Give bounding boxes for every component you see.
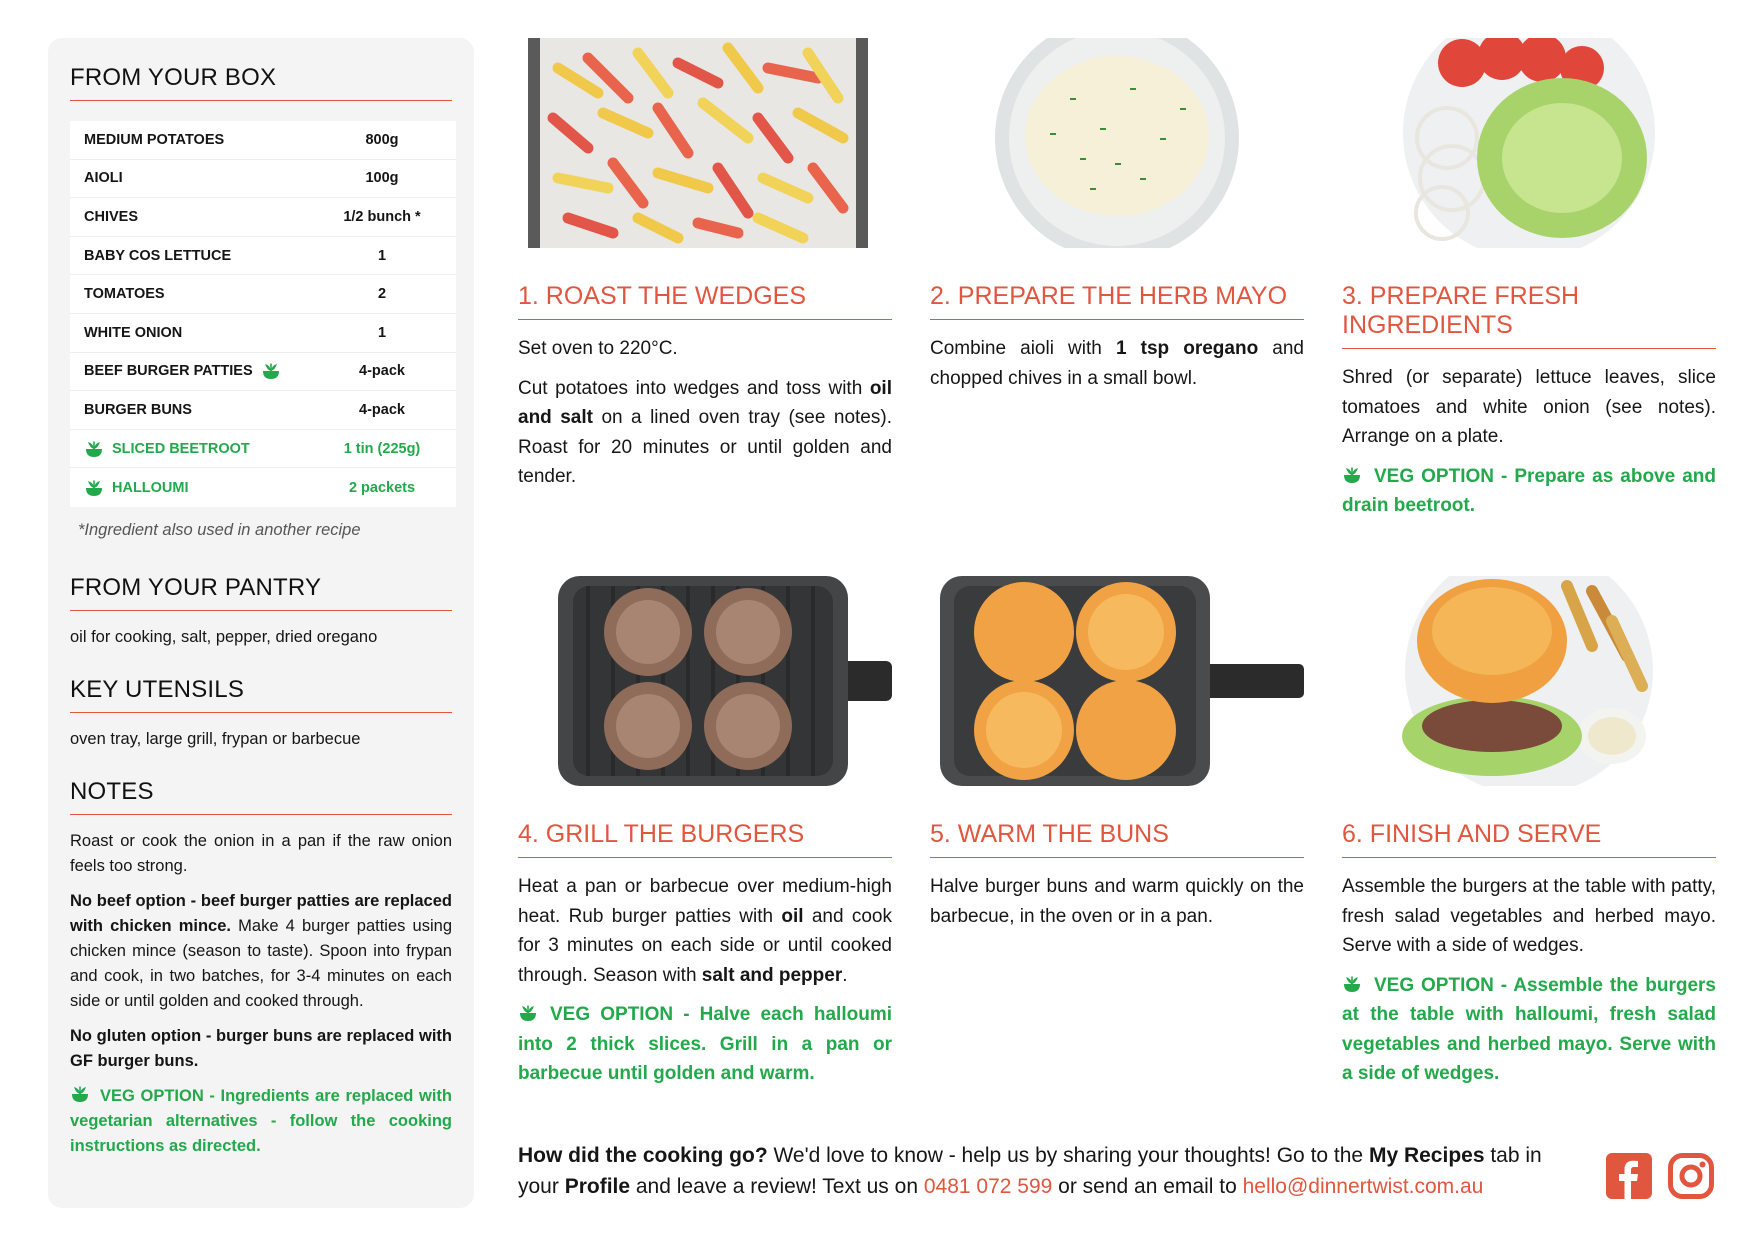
step-1 bbox=[518, 38, 892, 502]
notes-section bbox=[70, 778, 452, 1159]
ingredient-label: BABY COS LETTUCE bbox=[84, 247, 232, 264]
finish-serve-photo bbox=[1342, 576, 1716, 786]
pantry-title: FROM YOUR PANTRY bbox=[70, 574, 452, 611]
footer-phone-link[interactable]: 0481 072 599 bbox=[923, 1175, 1053, 1198]
note-veg-text: VEG OPTION - Ingredients are replaced with vegetarian alternatives - follow the cooking instructions as directed. bbox=[70, 1086, 452, 1155]
step-1-t2b: oil and salt bbox=[518, 377, 892, 428]
ingredient-qty: 4-pack bbox=[359, 363, 405, 380]
social-links bbox=[1606, 1153, 1714, 1199]
step-1-text-2 bbox=[518, 374, 892, 492]
step-4-t1c: and cook for 3 minutes on each side or until cooked through. Season with bbox=[518, 905, 892, 986]
note-no-gluten-bold: No gluten option - burger buns are replaced with GF burger buns. bbox=[70, 1026, 452, 1070]
ingredient-qty: 1 tin (225g) bbox=[343, 440, 421, 457]
step-1-t2a: Cut potatoes into wedges and toss with bbox=[518, 377, 870, 399]
note-no-beef bbox=[70, 889, 452, 1014]
footer-profile[interactable]: Profile bbox=[564, 1175, 631, 1198]
ingredient-name bbox=[84, 209, 322, 225]
step-3-veg-option bbox=[1342, 462, 1716, 521]
notes-title: NOTES bbox=[70, 778, 452, 815]
note-no-gluten bbox=[70, 1024, 452, 1074]
step-4-t1b: oil bbox=[781, 905, 804, 927]
step-3-title: 3. PREPARE FRESH INGREDIENTS bbox=[1342, 282, 1716, 349]
ingredient-name bbox=[84, 170, 322, 186]
ingredient-name bbox=[84, 402, 322, 418]
utensils-text: oven tray, large grill, frypan or barbecue bbox=[70, 729, 361, 748]
footer-t1: We'd love to know - help us by sharing your thoughts! Go to the bbox=[767, 1144, 1369, 1167]
ingredient-name bbox=[84, 479, 322, 497]
ingredients-table bbox=[70, 121, 456, 507]
ingredient-label: CHIVES bbox=[84, 208, 138, 225]
note-onion: Roast or cook the onion in a pan if the raw onion feels too strong. bbox=[70, 831, 452, 875]
ingredient-qty: 4-pack bbox=[359, 401, 405, 418]
ingredient-qty: 100g bbox=[365, 170, 399, 187]
ingredient-label: MEDIUM POTATOES bbox=[84, 131, 225, 148]
footer-t3: and leave a review! Text us on bbox=[630, 1175, 924, 1198]
step-5 bbox=[930, 576, 1304, 941]
ingredient-qty: 2 bbox=[377, 286, 387, 303]
ingredient-row bbox=[70, 314, 456, 353]
roast-wedges-photo bbox=[518, 38, 892, 248]
veg-leaf-icon bbox=[518, 1004, 538, 1022]
ingredient-label: SLICED BEETROOT bbox=[112, 440, 250, 457]
footer-email-link[interactable]: hello@dinnertwist.com.au bbox=[1242, 1175, 1484, 1198]
ingredient-row bbox=[70, 430, 456, 469]
ingredient-row bbox=[70, 160, 456, 199]
step-1-text-1: Set oven to 220°C. bbox=[518, 338, 678, 359]
ingredient-qty: 1 bbox=[377, 247, 387, 264]
footer-t4: or send an email to bbox=[1052, 1175, 1243, 1198]
step-4-t1a: Heat a pan or barbecue over medium-high heat. Rub burger patties with bbox=[518, 876, 892, 927]
footer-t2: tab in your bbox=[518, 1144, 1542, 1198]
ingredient-name bbox=[84, 248, 322, 264]
ingredient-label: BURGER BUNS bbox=[84, 401, 192, 418]
step-4-t1d: salt and pepper bbox=[701, 964, 843, 986]
footer-question: How did the cooking go? bbox=[518, 1144, 768, 1167]
ingredient-name bbox=[84, 440, 322, 458]
ingredient-qty: 800g bbox=[365, 131, 399, 148]
step-4-title: 4. GRILL THE BURGERS bbox=[518, 820, 892, 858]
note-no-beef-text: Make 4 burger patties using chicken mince (season to taste). Spoon into frypan and cook, in two batches, for 3-4 minutes on each side or until golden and cooked through. bbox=[70, 916, 452, 1010]
instagram-icon[interactable] bbox=[1668, 1153, 1714, 1199]
ingredient-label: AIOLI bbox=[84, 170, 123, 187]
ingredient-name bbox=[84, 325, 322, 341]
from-box-title: FROM YOUR BOX bbox=[70, 64, 452, 101]
veg-leaf-icon bbox=[84, 440, 104, 458]
step-6-veg-text: VEG OPTION - Assemble the burgers at the table with halloumi, fresh salad vegetables and herbed mayo. Serve with a side of wedges. bbox=[1342, 974, 1716, 1084]
step-5-text-1: Halve burger buns and warm quickly on the barbecue, in the oven or in a pan. bbox=[930, 876, 1304, 927]
step-6-text-1: Assemble the burgers at the table with patty, fresh salad vegetables and herbed mayo. Serve with a side of wedges. bbox=[1342, 876, 1716, 956]
feedback-footer bbox=[518, 1140, 1578, 1202]
step-2-t1b: 1 tsp oregano bbox=[1115, 338, 1259, 359]
step-6-veg-option bbox=[1342, 971, 1716, 1089]
ingredient-row bbox=[70, 121, 456, 160]
ingredient-row bbox=[70, 198, 456, 237]
ingredient-qty: 1 bbox=[377, 324, 387, 341]
footnote: *Ingredient also used in another recipe bbox=[78, 520, 361, 539]
step-4-veg-option bbox=[518, 1000, 892, 1089]
ingredient-name bbox=[84, 362, 322, 380]
grill-burgers-photo bbox=[518, 576, 892, 786]
step-3 bbox=[1342, 38, 1716, 531]
pantry-text: oil for cooking, salt, pepper, dried oregano bbox=[70, 627, 378, 646]
step-3-veg-text: VEG OPTION - Prepare as above and drain beetroot. bbox=[1342, 465, 1716, 516]
ingredients-panel bbox=[48, 38, 474, 1208]
ingredient-row bbox=[70, 353, 456, 392]
ingredient-label: BEEF BURGER PATTIES bbox=[84, 363, 253, 380]
ingredient-qty: 1/2 bunch * bbox=[343, 208, 421, 225]
step-4-t1e: . bbox=[842, 964, 848, 986]
ingredient-row bbox=[70, 468, 456, 507]
step-4-veg-text: VEG OPTION - Halve each halloumi into 2 thick slices. Grill in a pan or barbecue until golden and warm. bbox=[518, 1004, 892, 1084]
step-1-title: 1. ROAST THE WEDGES bbox=[518, 282, 892, 320]
ingredient-name bbox=[84, 132, 322, 148]
ingredient-qty: 2 packets bbox=[348, 479, 416, 496]
step-2-title: 2. PREPARE THE HERB MAYO bbox=[930, 282, 1304, 320]
step-2-t1a: Combine aioli with bbox=[930, 338, 1116, 359]
veg-leaf-icon bbox=[84, 479, 104, 497]
ingredient-row bbox=[70, 391, 456, 430]
step-2 bbox=[930, 38, 1304, 403]
utensils-title: KEY UTENSILS bbox=[70, 676, 452, 713]
step-4-text-1 bbox=[518, 872, 892, 990]
step-1-t2c: on a lined oven tray (see notes). Roast for 20 minutes or until golden and tender. bbox=[518, 407, 892, 487]
ingredient-label: WHITE ONION bbox=[84, 324, 183, 341]
step-2-text-1 bbox=[930, 334, 1304, 393]
step-3-text-1: Shred (or separate) lettuce leaves, slice tomatoes and white onion (see notes). Arrange on a plate. bbox=[1342, 367, 1716, 447]
step-2-t1c: and chopped chives in a small bowl. bbox=[930, 338, 1304, 389]
ingredient-label: TOMATOES bbox=[84, 286, 165, 303]
step-6 bbox=[1342, 576, 1716, 1099]
note-veg-option bbox=[70, 1084, 452, 1159]
step-6-title: 6. FINISH AND SERVE bbox=[1342, 820, 1716, 858]
facebook-icon[interactable] bbox=[1606, 1153, 1652, 1199]
note-no-beef-bold: No beef option - beef burger patties are replaced with chicken mince. bbox=[70, 891, 452, 935]
ingredient-label: HALLOUMI bbox=[112, 479, 189, 496]
step-4 bbox=[518, 576, 892, 1099]
veg-leaf-icon bbox=[1342, 466, 1362, 484]
ingredient-row bbox=[70, 275, 456, 314]
step-5-title: 5. WARM THE BUNS bbox=[930, 820, 1304, 858]
veg-leaf-icon bbox=[70, 1085, 90, 1103]
ingredient-name bbox=[84, 286, 322, 302]
ingredient-row bbox=[70, 237, 456, 276]
fresh-ingredients-photo bbox=[1342, 38, 1716, 248]
herb-mayo-photo bbox=[930, 38, 1304, 248]
warm-buns-photo bbox=[930, 576, 1304, 786]
veg-leaf-icon bbox=[261, 362, 281, 380]
footer-my-recipes[interactable]: My Recipes bbox=[1368, 1144, 1485, 1167]
veg-leaf-icon bbox=[1342, 975, 1362, 993]
